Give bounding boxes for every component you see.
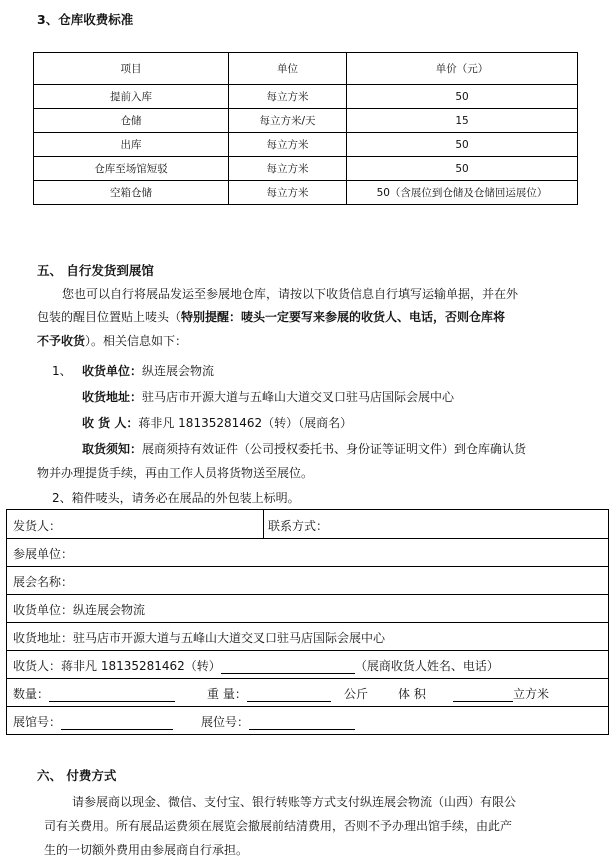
table-header-item: 项目 (34, 53, 229, 85)
reject-warning: 不予收货 (37, 334, 86, 348)
booth-no-field (201, 713, 355, 730)
row-divider (7, 566, 608, 567)
weight-field (207, 685, 331, 702)
table-row (34, 157, 578, 181)
row-divider (7, 650, 608, 651)
form-consignee (13, 657, 499, 674)
table-row (34, 109, 578, 133)
table-cell: 每立方米 (229, 181, 347, 205)
column-divider (263, 510, 264, 538)
exhibition-field: 展会名称： (13, 575, 74, 589)
shipper-field: 发货人： (13, 519, 62, 533)
quantity-label: 数量： (13, 687, 50, 701)
section-3-title: 3、仓库收费标准 (37, 12, 134, 27)
pickup-line (82, 438, 526, 460)
table-cell: 每立方米/天 (229, 109, 347, 133)
table-cell: 50 (347, 133, 578, 157)
booth-no-blank (249, 716, 355, 730)
volume-field (453, 685, 549, 702)
contact-field: 联系方式： (268, 519, 329, 533)
table-cell: 每立方米 (229, 157, 347, 181)
table-cell: 提前入库 (34, 85, 229, 109)
weight-blank (247, 688, 331, 702)
table-cell: 仓储 (34, 109, 229, 133)
booth-no-label: 展位号： (201, 715, 250, 729)
receiver-unit-line (82, 360, 214, 382)
row-divider (7, 706, 608, 707)
table-cell: 50 (347, 85, 578, 109)
pickup-label: 取货须知： (82, 442, 143, 456)
item-2: 2、箱件唛头，请务必在展品的外包装上标明。 (52, 491, 300, 505)
warehouse-fee-table (33, 52, 578, 205)
table-row (34, 85, 578, 109)
form-receiver-unit: 收货单位：纵连展会物流 (13, 603, 146, 617)
consignee-suffix: （展商收货人姓名、电话） (354, 659, 499, 673)
shipping-mark-form (6, 509, 609, 735)
payment-line-2: 司有关费用。所有展品运费须在展览会撤展前结清费用，否则不予办理出馆手续，由此产 (44, 819, 513, 833)
table-cell: 15 (347, 109, 578, 133)
row-divider (7, 622, 608, 623)
table-row (34, 133, 578, 157)
row-divider (7, 538, 608, 539)
hall-no-field (13, 713, 173, 730)
row-divider (7, 678, 608, 679)
intro-text: 包装的醒目位置贴上唛头（ (37, 310, 182, 324)
pickup-line-2: 物并办理提货手续，再由工作人员将货物送至展位。 (37, 466, 314, 480)
intro-line-3 (37, 330, 187, 352)
table-cell: 出库 (34, 133, 229, 157)
exhibitor-field: 参展单位： (13, 547, 74, 561)
address-line (82, 386, 454, 408)
quantity-blank (49, 688, 175, 702)
special-reminder: 特别提醒：唛头一定要写来参展的收货人、电话，否则仓库将 (181, 310, 506, 324)
table-cell: 每立方米 (229, 133, 347, 157)
volume-blank (453, 688, 513, 702)
table-header-row (34, 53, 578, 85)
table-header-unit: 单位 (229, 53, 347, 85)
table-cell: 50 (347, 157, 578, 181)
section-5-title: 五、 自行发货到展馆 (37, 263, 154, 278)
consignee-value: 蒋非凡 18135281462（转）（展商名） (138, 416, 353, 430)
row-divider (7, 594, 608, 595)
weight-label: 重 量： (207, 687, 247, 701)
intro-line-1: 您也可以自行将展品发运至参展地仓库，请按以下收货信息自行填写运输单据，并在外 (62, 287, 519, 301)
consignee-prefix: 收货人：蒋非凡 18135281462（转） (13, 659, 221, 673)
address-label: 收货地址： (82, 390, 143, 404)
hall-no-blank (61, 716, 173, 730)
form-address: 收货地址：驻马店市开源大道与五峰山大道交叉口驻马店国际会展中心 (13, 631, 386, 645)
table-cell: 仓库至场馆短驳 (34, 157, 229, 181)
consignee-line (82, 412, 352, 434)
address-value: 驻马店市开源大道与五峰山大道交叉口驻马店国际会展中心 (142, 390, 455, 404)
hall-no-label: 展馆号： (13, 715, 62, 729)
intro-line-2 (37, 306, 505, 328)
item-1-number: 1、 (52, 364, 72, 378)
section-6-title: 六、 付费方式 (37, 768, 117, 783)
cbm-unit: 立方米 (513, 687, 550, 701)
intro-text: ）。相关信息如下： (85, 334, 188, 348)
consignee-label: 收 货 人： (82, 416, 139, 430)
payment-line-1: 请参展商以现金、微信、支付宝、银行转账等方式支付纵连展会物流（山西）有限公 (72, 795, 517, 809)
receiver-unit-value: 纵连展会物流 (142, 364, 215, 378)
volume-label: 体 积 (398, 687, 426, 701)
table-cell: 空箱仓储 (34, 181, 229, 205)
pickup-text: 展商须持有效证件（公司授权委托书、身份证等证明文件）到仓库确认货 (142, 442, 527, 456)
table-header-price: 单价（元） (347, 53, 578, 85)
table-cell: 每立方米 (229, 85, 347, 109)
table-cell: 50（含展位到仓储及仓储回运展位） (347, 181, 578, 205)
payment-line-3: 生的一切额外费用由参展商自行承担。 (44, 843, 249, 857)
receiver-unit-label: 收货单位： (82, 364, 143, 378)
kg-unit: 公斤 (344, 687, 369, 701)
quantity-field (13, 685, 175, 702)
consignee-blank (221, 660, 355, 674)
table-row (34, 181, 578, 205)
